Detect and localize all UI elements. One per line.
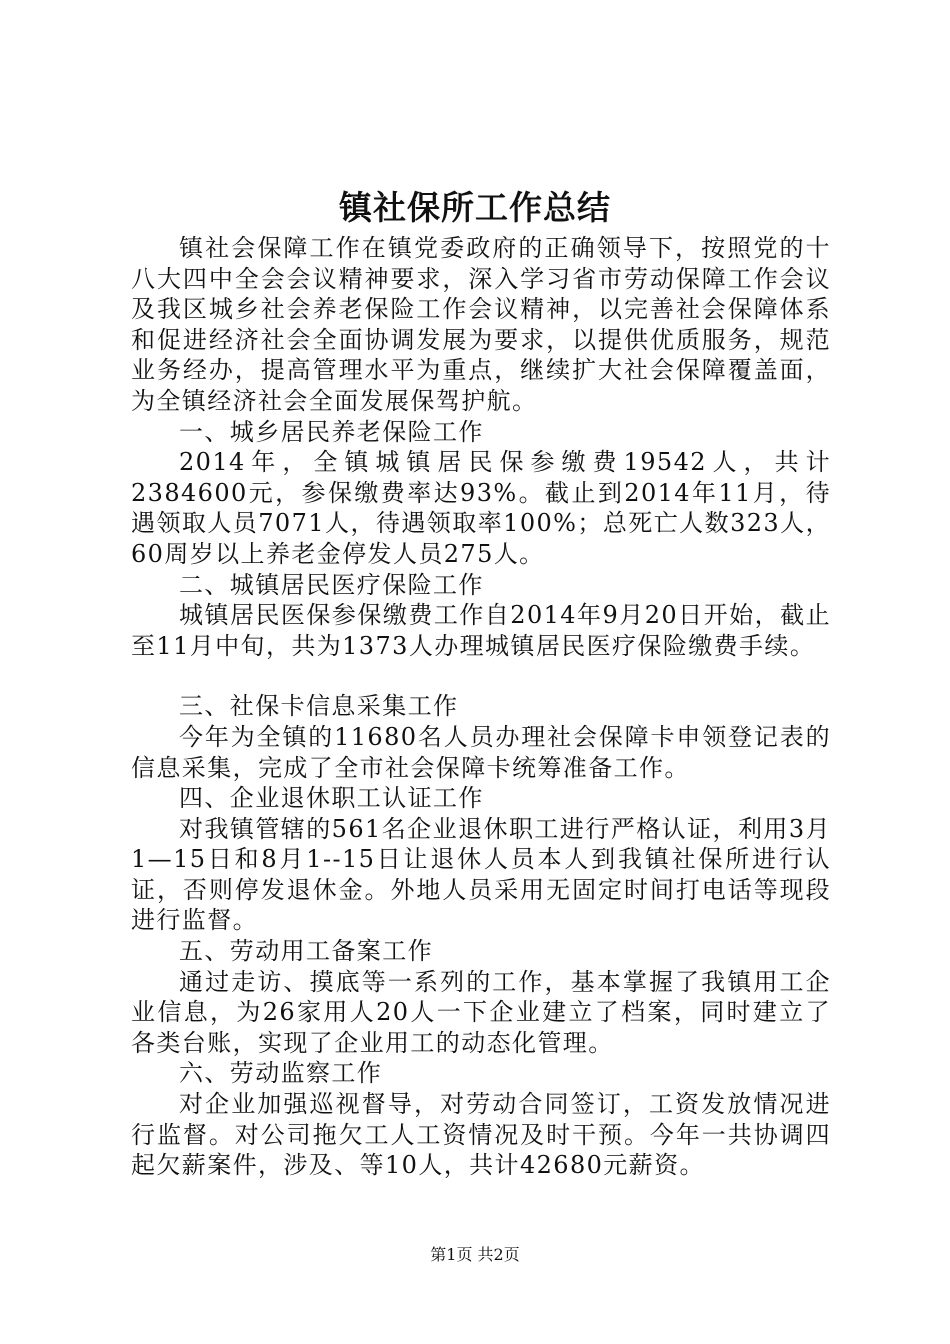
section-paragraph: 城镇居民医保参保缴费工作自2014年9月20日开始，截止至11月中旬，共为1373人办理城镇居民医疗保险缴费手续。 (131, 601, 831, 660)
section-heading: 一、城乡居民养老保险工作 (179, 417, 484, 446)
section-paragraph: 通过走访、摸底等一系列的工作，基本掌握了我镇用工企业信息，为26家用人20人一下企业建立了档案，同时建立了各类台账，实现了企业用工的动态化管理。 (131, 967, 831, 1057)
intro-paragraph: 镇社会保障工作在镇党委政府的正确领导下，按照党的十八大四中全会会议精神要求，深入学习省市劳动保障工作会议及我区城乡社会养老保险工作会议精神，以完善社会保障体系和促进经济社会全面协调发展为要求，以提供优质服务，规范业务经办，提高管理水平为重点，继续扩大社会保障覆盖面，为全镇经济社会全面发展保驾护航。 (131, 234, 831, 415)
section-paragraph: 今年为全镇的11680名人员办理社会保障卡申领登记表的信息采集，完成了全市社会保障卡统筹准备工作。 (131, 722, 831, 782)
section-heading: 六、劳动监察工作 (179, 1059, 383, 1088)
section-paragraph: 2014年，全镇城镇居民保参缴费19542人，共计2384600元，参保缴费率达93%。截止到2014年11月，待遇领取人员7071人，待遇领取率100%；总死亡人数323人，60周岁以上养老金停发人员275人。 (131, 448, 831, 568)
section-paragraph: 对我镇管辖的561名企业退休职工进行严格认证，利用3月1—15日和8月1--15日让退休人员本人到我镇社保所进行认证，否则停发退休金。外地人员采用无固定时间打电话等现段进行监督。 (131, 814, 831, 935)
document-body (131, 233, 831, 1181)
section-heading: 四、企业退休职工认证工作 (179, 784, 484, 813)
section-heading: 五、劳动用工备案工作 (179, 937, 433, 966)
section-heading: 三、社保卡信息采集工作 (179, 692, 459, 721)
section-heading: 二、城镇居民医疗保险工作 (179, 570, 484, 599)
page-footer: 第1页 共2页 (430, 1245, 520, 1264)
section-paragraph: 对企业加强巡视督导，对劳动合同签订，工资发放情况进行监督。对公司拖欠工人工资情况及时干预。今年一共协调四起欠薪案件，涉及、等10人，共计42680元薪资。 (131, 1090, 831, 1180)
document-title: 镇社保所工作总结 (339, 188, 611, 227)
